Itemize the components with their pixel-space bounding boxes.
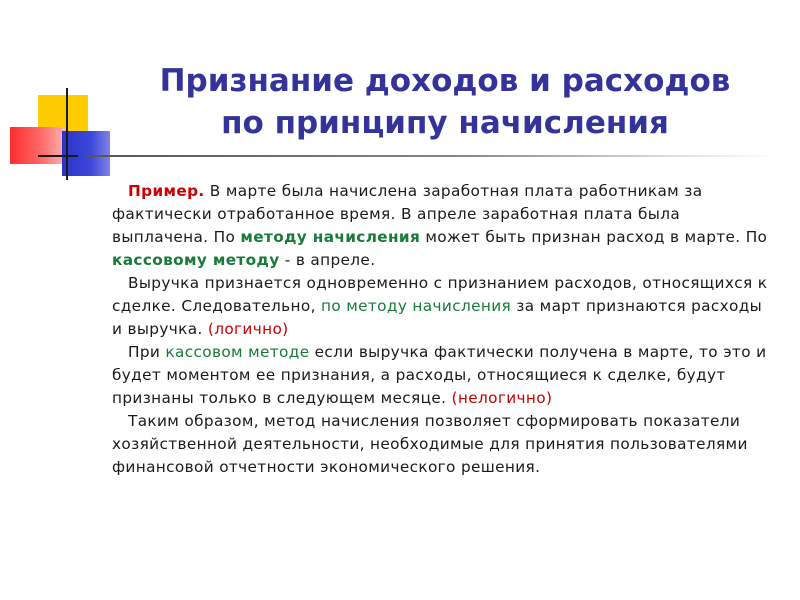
accrual-method-term: методу начисления [240,228,421,246]
cash-text-1: При [128,343,166,361]
cash-method-term: кассовому методу [112,251,280,269]
slide-title [110,60,780,144]
cash-phrase: кассовом методе [165,343,310,361]
example-label: Пример. [128,182,205,200]
slide-body [112,180,772,479]
paragraph-example [112,180,772,272]
example-text-3: - в апреле. [279,251,376,269]
logo-vertical-line [66,88,68,180]
paragraph-conclusion [112,410,772,479]
paragraph-cash [112,341,772,410]
logo-horizontal-line [38,155,78,157]
title-divider [85,155,775,157]
logo-blue-square [62,131,110,176]
revenue-text-1: Выручка признается одновременно с признанием расходов, относящихся к сделке. Следовательно, [112,274,768,315]
verdict-logical: (логично) [207,320,289,338]
conclusion-text: Таким образом, метод начисления позволяет сформировать показатели хозяйственной деятельности, необходимые для принятия пользователями финансовой отчетности экономического решения. [112,412,748,476]
revenue-text-2: за март признаются расходы и выручка. [112,297,763,338]
verdict-illogical: (нелогично) [451,389,553,407]
cash-text-2: если выручка фактически получена в марте, то это и будет моментом ее признания, а расходы, относящиеся к сделке, будут признаны только в следующем месяце. [112,343,767,407]
example-text-2: может быть признан расход в марте. По [420,228,768,246]
logo-red-square [10,127,65,164]
title-line-2: по принципу начисления [221,105,669,141]
paragraph-revenue [112,272,772,341]
example-text-1: В марте была начислена заработная плата работникам за фактически отработанное время. В апреле заработная плата была выплачена. По [112,182,703,246]
accrual-phrase: по методу начисления [321,297,512,315]
title-line-1: Признание доходов и расходов [159,63,731,99]
